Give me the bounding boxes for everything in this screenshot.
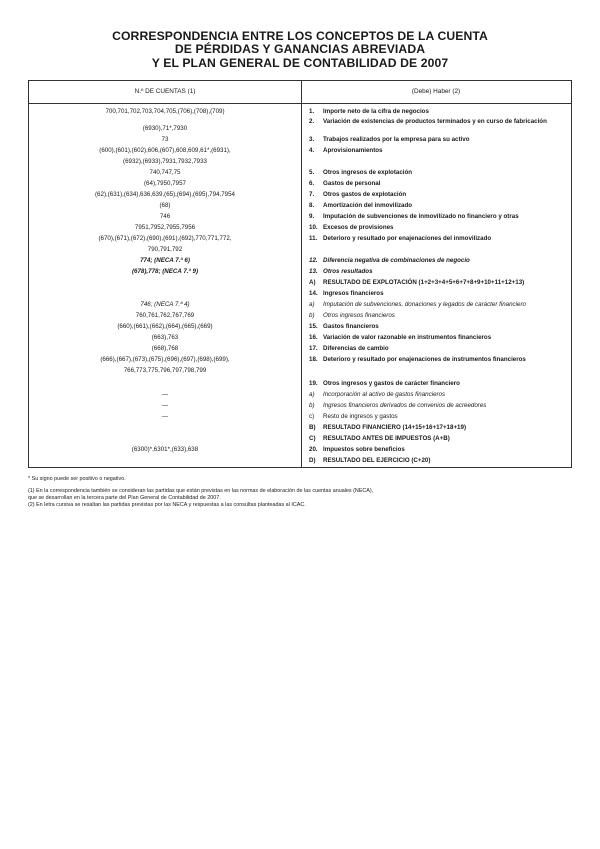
column-divider	[301, 81, 302, 467]
title-line-3: Y EL PLAN GENERAL DE CONTABILIDAD DE 2007	[151, 55, 449, 70]
footnote-2: (2) En letra cursiva se resaltan las partidas previstas por las NECA y respuestas a las consultas planteadas al ICAC.	[28, 502, 306, 508]
concept-text: Otros ingresos financieros	[323, 312, 395, 319]
concept-text: Variación de valor razonable en instrumentos financieros	[323, 334, 492, 341]
concept-num: a)	[309, 391, 315, 398]
account-cell: (6932),(6933),7931,7932,7933	[123, 158, 207, 165]
concept-num: 9.	[309, 213, 315, 220]
concept-num: 8.	[309, 202, 315, 209]
account-cell: —	[161, 402, 169, 409]
concept-text: Gastos financieros	[323, 323, 379, 330]
concept-text: Otros resultados	[323, 268, 373, 275]
account-cell: 700,701,702,703,704,705,(706),(708),(709)	[105, 108, 225, 115]
concept-num: 3.	[309, 136, 315, 143]
concept-num: 7.	[309, 191, 315, 198]
concept-text: Impuestos sobre beneficios	[323, 446, 405, 453]
concept-num: B)	[309, 424, 316, 431]
concept-text: Diferencia negativa de combinaciones de negocio	[323, 257, 470, 264]
concept-text: Otros ingresos y gastos de carácter financiero	[323, 380, 460, 387]
concept-num: b)	[309, 402, 315, 409]
concept-text: RESULTADO DEL EJERCICIO (C+20)	[323, 457, 431, 464]
concept-text: Importe neto de la cifra de negocios	[323, 108, 429, 115]
concept-num: D)	[309, 457, 316, 464]
concept-text: Resto de ingresos y gastos	[323, 413, 398, 420]
concept-num: 12.	[309, 257, 318, 264]
concept-num: 6.	[309, 180, 315, 187]
document-title	[0, 30, 600, 70]
concept-num: b)	[309, 312, 315, 319]
concept-num: 11.	[309, 235, 318, 242]
concept-text: Gastos de personal	[323, 180, 381, 187]
concept-num: 13.	[309, 268, 318, 275]
correspondence-table	[28, 80, 572, 468]
concept-text: Trabajos realizados por la empresa para su activo	[323, 136, 470, 143]
footnotes	[28, 476, 373, 509]
account-cell: (660),(661),(662),(664),(665),(669)	[117, 323, 213, 330]
title-line-2: DE PÉRDIDAS Y GANANCIAS ABREVIADA	[174, 42, 426, 57]
account-cell: (678),778; (NECA 7.ª 9)	[131, 268, 199, 275]
concept-text: Otros gastos de explotación	[323, 191, 407, 198]
concept-text: Diferencias de cambio	[323, 345, 389, 352]
concept-num: a)	[309, 301, 315, 308]
account-cell: (663),763	[151, 334, 179, 341]
title-line-1: CORRESPONDENCIA ENTRE LOS CONCEPTOS DE LA CUENTA	[112, 29, 488, 43]
concept-text: Excesos de provisiones	[323, 224, 394, 231]
account-cell: 790,791,792	[147, 246, 183, 253]
header-accounts: N.º DE CUENTAS (1)	[134, 88, 196, 95]
account-cell: 766,773,775,796,797,798,799	[123, 367, 207, 374]
account-cell: 774; (NECA 7.ª 6)	[140, 257, 190, 264]
account-cell: (666),(667),(673),(675),(696),(697),(698),(699),	[100, 356, 230, 363]
concept-text: Aprovisionamientos	[323, 147, 383, 154]
concept-num: 19.	[309, 380, 318, 387]
concept-num: 18.	[309, 356, 318, 363]
account-cell: (62),(631),(634),636,639,(65),(694),(695),794,7954	[95, 191, 235, 198]
concept-num: A)	[309, 279, 316, 286]
concept-num: 15.	[309, 323, 318, 330]
concept-num: 17.	[309, 345, 318, 352]
concept-text: Incorporación al activo de gastos financieros	[323, 391, 446, 398]
account-cell: (668),768	[151, 345, 179, 352]
footnote-1: (1) En la correspondencia también se consideran las partidas que están previstas en las normas de elaboración de las cuentas anuales (NECA),	[28, 488, 374, 494]
concept-num: 10.	[309, 224, 318, 231]
account-cell: 760,761,762,767,769	[135, 312, 195, 319]
footnote-asterisk: * Su signo puede ser positivo o negativo.	[28, 476, 126, 482]
footnote-1-cont: que se desarrollan en la tercera parte del Plan General de Contabilidad de 2007.	[28, 495, 221, 501]
account-cell: (6930),71*,7930	[142, 125, 188, 132]
concept-num: 16.	[309, 334, 318, 341]
account-cell: (600),(601),(602),606,(607),608,609,61*,(6931),	[99, 147, 231, 154]
concept-text: Variación de existencias de productos terminados y en curso de fabricación	[323, 118, 547, 125]
concept-text: Deterioro y resultado por enajenaciones de instrumentos financieros	[323, 356, 526, 363]
concept-num: 2.	[309, 118, 315, 125]
account-cell: 746	[159, 213, 171, 220]
concept-num: C)	[309, 435, 316, 442]
concept-num: 20.	[309, 446, 318, 453]
concept-num: c)	[309, 413, 315, 420]
concept-num: 4.	[309, 147, 315, 154]
account-cell: (64),7950,7957	[144, 180, 186, 187]
account-cell: 746; (NECA 7.ª 4)	[140, 301, 190, 308]
concept-num: 5.	[309, 169, 315, 176]
account-cell: 7951,7952,7955,7956	[134, 224, 196, 231]
concept-num: 1.	[309, 108, 315, 115]
concept-text: Amortización del inmovilizado	[323, 202, 413, 209]
account-cell: —	[161, 391, 169, 398]
concept-text: RESULTADO FINANCIERO (14+15+16+17+18+19)	[323, 424, 466, 431]
concept-text: Otros ingresos de explotación	[323, 169, 413, 176]
account-cell: (68)	[159, 202, 171, 209]
concept-text: Imputación de subvenciones, donaciones y legados de carácter financiero	[323, 301, 526, 308]
concept-text: Ingresos financieros derivados de convenios de acreedores	[323, 402, 487, 409]
account-cell: —	[161, 413, 169, 420]
concept-text: RESULTADO DE EXPLOTACIÓN (1+2+3+4+5+6+7+8+9+10+11+12+13)	[323, 279, 525, 286]
account-cell: 73	[161, 136, 169, 143]
account-cell: 740,747,75	[149, 169, 181, 176]
table-header	[29, 81, 571, 104]
concept-num: 14.	[309, 290, 318, 297]
concept-text: Imputación de subvenciones de inmovilizado no financiero y otras	[323, 213, 519, 220]
account-cell: (670),(671),(672),(690),(691),(692),770,771,772,	[98, 235, 232, 242]
concept-text: Ingresos financieros	[323, 290, 384, 297]
concept-text: RESULTADO ANTES DE IMPUESTOS (A+B)	[323, 435, 450, 442]
header-debit-credit: (Debe) Haber (2)	[411, 88, 461, 95]
concept-text: Deterioro y resultado por enajenaciones del inmovilizado	[323, 235, 492, 242]
account-cell: (6300)*,6301*,(633),638	[131, 446, 199, 453]
